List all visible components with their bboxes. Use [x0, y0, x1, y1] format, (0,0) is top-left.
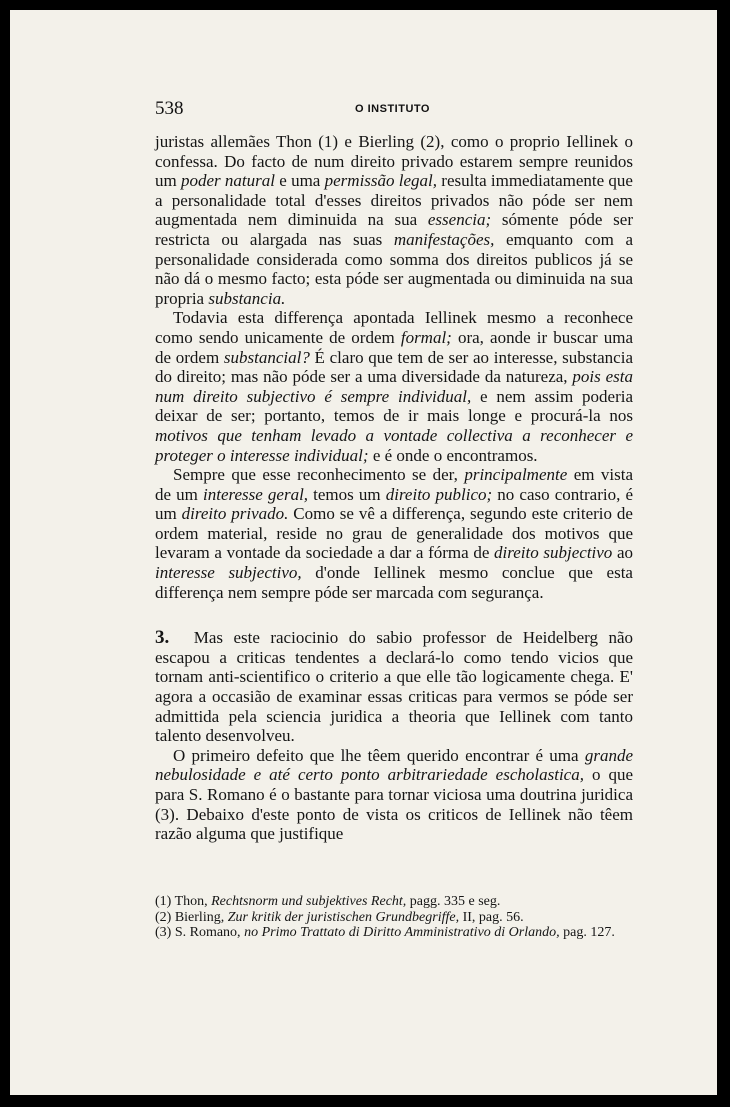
text-run: pag. 127. — [559, 925, 615, 940]
paragraph — [155, 465, 633, 602]
page-header — [155, 98, 635, 124]
text-run: É claro que tem de ser ao interesse, substancia do direito; mas não póde ser a uma diversidade da natureza, — [155, 347, 633, 387]
italic-text: interesse subjectivo, — [155, 563, 302, 583]
text-run: Todavia esta differença apontada Iellinek mesmo a reconhece como sendo unicamente de ordem — [155, 308, 633, 347]
footnotes — [155, 894, 633, 941]
italic-text: substancia. — [208, 288, 286, 308]
text-run: d'onde Iellinek mesmo conclue que esta differença nem sempre póde ser marcada com segurança. — [155, 563, 633, 602]
text-run: temos um — [308, 484, 386, 504]
text-run: ora, aonde ir buscar uma de ordem — [155, 327, 633, 367]
italic-text: grande nebulosidade e até certo ponto arbitrariedade escholastica, — [155, 745, 633, 785]
text-run: e nem assim poderia deixar de ser; portanto, temos de ir mais longe e procurá-la nos — [155, 386, 633, 426]
page-number: 538 — [155, 98, 184, 119]
footnote — [155, 925, 633, 941]
text-run: Como se vê a differença, segundo este criterio de ordem material, reside no grau de generalidade dos motivos que levaram a vontade da sociedade a dar a fórma de — [155, 504, 633, 563]
text-run: II, pag. 56. — [459, 909, 524, 925]
section-paragraph — [155, 628, 633, 746]
text-run: resulta immediatamente que a personalidade total d'esses direitos privados não póde ser nem augmentada nem diminuida na sua — [155, 171, 633, 230]
text-run: juristas allemães Thon (1) e Bierling (2), como o proprio Iellinek o confessa. Do facto de num direito privado estarem sempre reunidos um — [155, 132, 633, 191]
text-run: e uma — [275, 171, 325, 191]
italic-text: interesse geral, — [203, 484, 309, 504]
italic-text: manifestações, — [393, 229, 495, 249]
text-run: ao — [612, 543, 634, 563]
text-run: no caso contrario, é um — [155, 484, 633, 524]
italic-text: formal; — [400, 327, 452, 347]
italic-text: Rechtsnorm und subjektives Recht, — [211, 894, 407, 909]
text-run: emquanto com a personalidade considerada como somma dos direitos publicos já se não dá o mesmo facto; esta póde ser augmentada ou diminuida na sua propria — [155, 229, 633, 308]
italic-text: direito privado. — [181, 504, 289, 524]
book-page — [10, 10, 717, 1095]
italic-text: motivos que tenham levado a vontade collectiva a reconhecer e proteger o interesse individual; — [155, 425, 633, 465]
italic-text: Zur kritik der juristischen Grundbegriffe, — [227, 909, 460, 925]
text-run: O primeiro defeito que lhe têem querido encontrar é uma — [173, 745, 585, 765]
italic-text: principalmente — [464, 465, 568, 485]
paragraph — [155, 308, 633, 465]
text-run: o que para S. Romano é o bastante para tornar viciosa uma doutrina juridica (3). Debaixo d'este ponto de vista os criticos de Iellinek não têem razão alguma que justifique — [155, 765, 633, 844]
italic-text: poder natural — [181, 171, 275, 191]
text-run: (2) Bierling, — [155, 909, 228, 925]
text-run: pagg. 335 e seg. — [406, 894, 501, 909]
footnote — [155, 894, 633, 910]
text-run: em vista de um — [155, 465, 633, 504]
text-run: e é onde o encontramos. — [368, 445, 538, 465]
text-run: (3) S. Romano, — [155, 925, 245, 940]
italic-text: direito publico; — [385, 484, 493, 504]
italic-text: permissão legal, — [324, 171, 438, 191]
paragraph — [155, 746, 633, 844]
italic-text: pois esta num direito subjectivo é sempre individual, — [155, 367, 633, 406]
italic-text: no Primo Trattato di Diritto Amministrativo di Orlando, — [244, 925, 560, 940]
italic-text: essencia; — [427, 210, 492, 230]
running-title: O INSTITUTO — [355, 103, 430, 115]
paragraph — [155, 132, 633, 308]
text-run: Sempre que esse reconhecimento se der, — [173, 465, 465, 485]
footnote — [155, 910, 633, 926]
text-run: Mas este raciocinio do sabio professor de Heidelberg não escapou a criticas tendentes a declará-lo como tendo vicios que tornam anti-scientifico o criterio a que elle tão logicamente chega. E' agora a occasião de examinar essas criticas para vermos se póde ser admittida pela sciencia juridica a theoria que Iellinek com tanto talento desenvolveu. — [155, 628, 634, 746]
section-number: 3. — [155, 627, 170, 649]
text-run: (1) Thon, — [155, 894, 212, 909]
italic-text: direito subjectivo — [494, 543, 613, 563]
body-text — [155, 132, 633, 844]
italic-text: substancial? — [223, 347, 310, 367]
text-run: sómente póde ser restricta ou alargada nas suas — [155, 210, 633, 249]
